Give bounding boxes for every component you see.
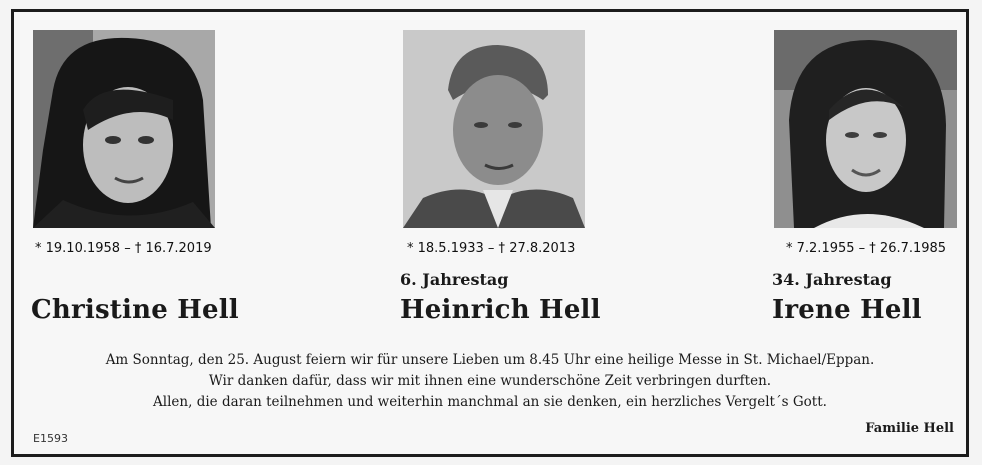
signature: Familie Hell: [865, 421, 954, 436]
name-irene: Irene Hell: [772, 295, 922, 325]
name-heinrich: Heinrich Hell: [400, 295, 601, 325]
ad-code: E1593: [33, 432, 68, 445]
memorial-text-line: Wir danken dafür, dass wir mit ihnen eine wunderschöne Zeit verbringen durften.: [208, 373, 772, 389]
memorial-text: [14, 350, 966, 413]
life-dates-christine: * 19.10.1958 – † 16.7.2019: [35, 241, 212, 256]
anniversary-irene: 34. Jahrestag: [772, 270, 892, 289]
life-dates-irene: * 7.2.1955 – † 26.7.1985: [786, 241, 947, 256]
memorial-text-line: Am Sonntag, den 25. August feiern wir für unsere Lieben um 8.45 Uhr eine heilige Messe in St. Michael/Eppan.: [105, 352, 875, 368]
portrait-photo-irene: [774, 30, 957, 228]
name-christine: Christine Hell: [31, 295, 239, 325]
portrait-photo-heinrich: [403, 30, 585, 228]
memorial-text-line: Allen, die daran teilnehmen und weiterhin manchmal an sie denken, ein herzliches Vergelt´s Gott.: [153, 394, 827, 410]
life-dates-heinrich: * 18.5.1933 – † 27.8.2013: [407, 241, 576, 256]
memorial-notice: [11, 9, 969, 457]
portrait-photo-christine: [33, 30, 215, 228]
anniversary-heinrich: 6. Jahrestag: [400, 270, 509, 289]
